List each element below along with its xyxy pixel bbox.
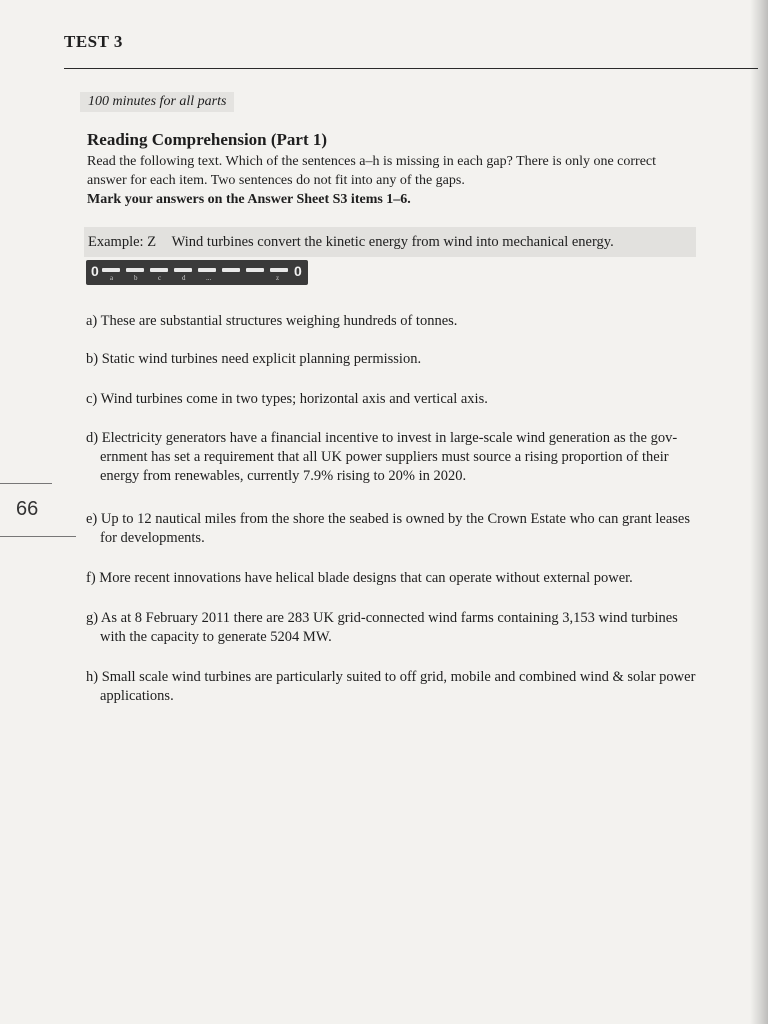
- instructions: [87, 152, 757, 209]
- item-line: As at 8 February 2011 there are 283 UK grid-connected wind farms containing 3,153 wind turbines: [100, 610, 678, 626]
- item-line: Wind turbines come in two types; horizontal axis and vertical axis.: [100, 391, 488, 407]
- instruction-answer-sheet: Mark your answers on the Answer Sheet S3 items 1–6.: [87, 192, 411, 207]
- item-line: with the capacity to generate 5204 MW.: [100, 629, 332, 645]
- header-divider: [64, 68, 758, 69]
- item-label: e): [86, 511, 98, 527]
- sentence-item-c: [86, 390, 756, 409]
- item-label: g): [86, 610, 99, 626]
- item-label: h): [86, 669, 99, 685]
- page-number-rule-bottom: [0, 536, 76, 537]
- page-number-rule-top: [0, 483, 52, 484]
- sentence-item-h: [86, 668, 756, 706]
- item-label: c): [86, 391, 98, 407]
- answer-letter: z: [276, 274, 280, 282]
- instruction-line-1: Read the following text. Which of the sentences a–h is missing in each gap? There is only one correct: [87, 154, 657, 169]
- example-label: Example: Z: [88, 234, 157, 250]
- item-label: a): [86, 313, 98, 329]
- answer-dash: [102, 268, 120, 272]
- answer-dash: [126, 268, 144, 272]
- sentence-item-b: [86, 350, 756, 369]
- item-label: d): [86, 430, 99, 446]
- item-line: Electricity generators have a financial incentive to invest in large-scale wind generation as the gov-: [101, 430, 678, 446]
- page-number: 66: [16, 498, 39, 520]
- answer-dash: [174, 268, 192, 272]
- section-title: Reading Comprehension (Part 1): [87, 130, 328, 149]
- answer-strip: [86, 260, 308, 285]
- answer-letter: c: [158, 274, 162, 282]
- sentence-item-a: [86, 312, 756, 331]
- answer-dash: [246, 268, 264, 272]
- sentence-item-g: [86, 609, 756, 647]
- item-line: More recent innovations have helical blade designs that can operate without external power.: [99, 570, 633, 586]
- answer-letter: ...: [206, 274, 212, 282]
- item-line: ernment has set a requirement that all UK power suppliers must source a rising proportion of their: [100, 449, 669, 465]
- item-line: for developments.: [100, 530, 205, 546]
- answer-strip-end: 0: [294, 263, 302, 279]
- item-line: Up to 12 nautical miles from the shore the seabed is owned by the Crown Estate who can grant leases: [100, 511, 690, 527]
- answer-dash: [270, 268, 288, 272]
- instruction-line-2: answer for each item. Two sentences do not fit into any of the gaps.: [87, 173, 465, 188]
- answer-strip-start: 0: [91, 263, 99, 279]
- item-line: applications.: [100, 688, 174, 704]
- answer-dash: [150, 268, 168, 272]
- example-sentence: Wind turbines convert the kinetic energy from wind into mechanical energy.: [171, 234, 614, 250]
- answer-letter: b: [134, 274, 138, 282]
- item-label: f): [86, 570, 96, 586]
- sentence-item-d: [86, 429, 756, 486]
- item-line: Static wind turbines need explicit planning permission.: [101, 351, 422, 367]
- answer-dash: [198, 268, 216, 272]
- item-line: energy from renewables, currently 7.9% rising to 20% in 2020.: [100, 468, 467, 484]
- test-title: TEST 3: [64, 32, 123, 51]
- sentence-item-f: [86, 569, 756, 588]
- answer-letter: d: [182, 274, 186, 282]
- time-note: 100 minutes for all parts: [80, 92, 234, 112]
- answer-letter: a: [110, 274, 114, 282]
- example-band: [84, 227, 696, 257]
- sentence-item-e: [86, 510, 756, 548]
- item-line: These are substantial structures weighing hundreds of tonnes.: [100, 313, 458, 329]
- item-label: b): [86, 351, 99, 367]
- item-line: Small scale wind turbines are particularly suited to off grid, mobile and combined wind & solar power: [101, 669, 696, 685]
- answer-dash: [222, 268, 240, 272]
